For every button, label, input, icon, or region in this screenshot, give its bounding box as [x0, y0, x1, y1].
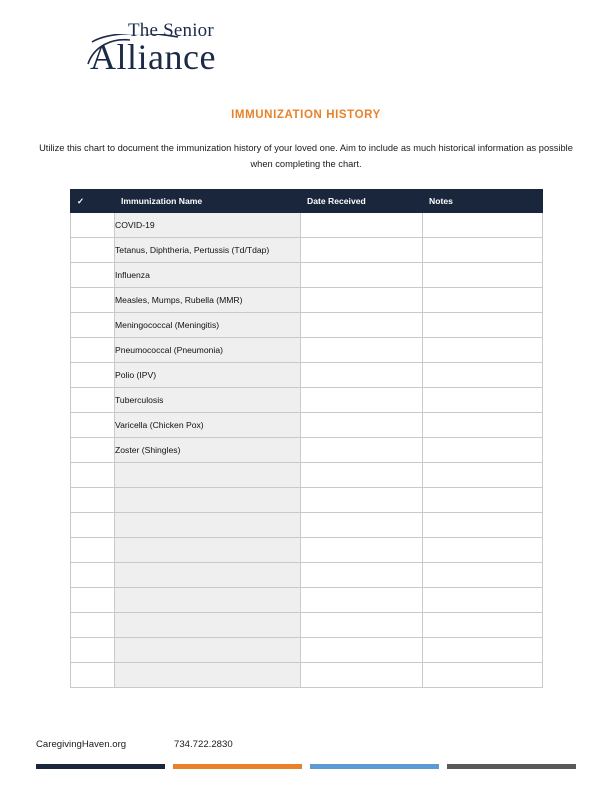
- column-header-date: Date Received: [301, 190, 423, 213]
- row-checkbox-cell[interactable]: [71, 413, 115, 438]
- table-row: [71, 513, 543, 538]
- row-immunization-name: Measles, Mumps, Rubella (MMR): [115, 288, 301, 313]
- row-immunization-name: Varicella (Chicken Pox): [115, 413, 301, 438]
- row-date-received-cell[interactable]: [301, 488, 423, 513]
- row-date-received-cell[interactable]: [301, 513, 423, 538]
- table-row: [71, 638, 543, 663]
- row-immunization-name: [115, 613, 301, 638]
- table-row: [71, 263, 543, 288]
- row-date-received-cell[interactable]: [301, 613, 423, 638]
- table-row: [71, 663, 543, 688]
- row-date-received-cell[interactable]: [301, 263, 423, 288]
- column-header-name: Immunization Name: [115, 190, 301, 213]
- row-checkbox-cell[interactable]: [71, 563, 115, 588]
- row-checkbox-cell[interactable]: [71, 513, 115, 538]
- row-immunization-name: [115, 488, 301, 513]
- row-date-received-cell[interactable]: [301, 388, 423, 413]
- row-notes-cell[interactable]: [423, 438, 543, 463]
- row-checkbox-cell[interactable]: [71, 363, 115, 388]
- table-row: [71, 488, 543, 513]
- row-notes-cell[interactable]: [423, 338, 543, 363]
- row-date-received-cell[interactable]: [301, 563, 423, 588]
- row-immunization-name: Influenza: [115, 263, 301, 288]
- row-immunization-name: [115, 513, 301, 538]
- row-notes-cell[interactable]: [423, 513, 543, 538]
- row-checkbox-cell[interactable]: [71, 588, 115, 613]
- logo-text-top: The Senior: [128, 20, 214, 41]
- table-header: [71, 190, 543, 213]
- row-notes-cell[interactable]: [423, 213, 543, 238]
- row-checkbox-cell[interactable]: [71, 438, 115, 463]
- row-immunization-name: [115, 663, 301, 688]
- table-row: [71, 613, 543, 638]
- logo: [46, 20, 286, 82]
- table-row: [71, 238, 543, 263]
- row-date-received-cell[interactable]: [301, 538, 423, 563]
- row-notes-cell[interactable]: [423, 238, 543, 263]
- row-checkbox-cell[interactable]: [71, 638, 115, 663]
- row-date-received-cell[interactable]: [301, 638, 423, 663]
- row-immunization-name: Polio (IPV): [115, 363, 301, 388]
- row-checkbox-cell[interactable]: [71, 338, 115, 363]
- table-row: [71, 463, 543, 488]
- row-notes-cell[interactable]: [423, 363, 543, 388]
- footer-color-bars: [36, 764, 576, 769]
- table-row: [71, 363, 543, 388]
- row-notes-cell[interactable]: [423, 488, 543, 513]
- row-immunization-name: [115, 563, 301, 588]
- row-checkbox-cell[interactable]: [71, 263, 115, 288]
- row-date-received-cell[interactable]: [301, 313, 423, 338]
- column-header-check: ✓: [71, 190, 115, 213]
- row-immunization-name: Zoster (Shingles): [115, 438, 301, 463]
- table-row: [71, 588, 543, 613]
- table-row: [71, 438, 543, 463]
- row-immunization-name: [115, 588, 301, 613]
- row-date-received-cell[interactable]: [301, 213, 423, 238]
- row-date-received-cell[interactable]: [301, 588, 423, 613]
- row-notes-cell[interactable]: [423, 463, 543, 488]
- row-checkbox-cell[interactable]: [71, 488, 115, 513]
- row-date-received-cell[interactable]: [301, 413, 423, 438]
- row-immunization-name: [115, 538, 301, 563]
- row-checkbox-cell[interactable]: [71, 463, 115, 488]
- row-immunization-name: Tuberculosis: [115, 388, 301, 413]
- row-immunization-name: Tetanus, Diphtheria, Pertussis (Td/Tdap): [115, 238, 301, 263]
- row-checkbox-cell[interactable]: [71, 663, 115, 688]
- row-checkbox-cell[interactable]: [71, 213, 115, 238]
- row-immunization-name: [115, 638, 301, 663]
- column-header-notes: Notes: [423, 190, 543, 213]
- row-notes-cell[interactable]: [423, 413, 543, 438]
- row-date-received-cell[interactable]: [301, 663, 423, 688]
- row-date-received-cell[interactable]: [301, 238, 423, 263]
- row-notes-cell[interactable]: [423, 538, 543, 563]
- row-notes-cell[interactable]: [423, 563, 543, 588]
- footer-bar-3: [310, 764, 439, 769]
- footer-website[interactable]: CaregivingHaven.org: [36, 739, 127, 750]
- row-notes-cell[interactable]: [423, 638, 543, 663]
- table-row: [71, 313, 543, 338]
- table-row: [71, 288, 543, 313]
- table-row: [71, 213, 543, 238]
- table-body: [71, 213, 543, 688]
- row-checkbox-cell[interactable]: [71, 288, 115, 313]
- row-notes-cell[interactable]: [423, 313, 543, 338]
- immunization-table: [70, 189, 543, 688]
- footer-bar-2: [173, 764, 302, 769]
- row-notes-cell[interactable]: [423, 613, 543, 638]
- row-immunization-name: Meningococcal (Meningitis): [115, 313, 301, 338]
- footer-bar-1: [36, 764, 165, 769]
- row-date-received-cell[interactable]: [301, 363, 423, 388]
- immunization-table-wrapper: [70, 189, 542, 688]
- row-checkbox-cell[interactable]: [71, 313, 115, 338]
- row-date-received-cell[interactable]: [301, 288, 423, 313]
- page-title: IMMUNIZATION HISTORY: [231, 109, 381, 121]
- table-row: [71, 563, 543, 588]
- row-date-received-cell[interactable]: [301, 438, 423, 463]
- footer-bar-4: [447, 764, 576, 769]
- table-header-row: [71, 190, 543, 213]
- row-immunization-name: [115, 463, 301, 488]
- row-checkbox-cell[interactable]: [71, 538, 115, 563]
- table-row: [71, 413, 543, 438]
- row-checkbox-cell[interactable]: [71, 613, 115, 638]
- row-notes-cell[interactable]: [423, 288, 543, 313]
- intro-paragraph: Utilize this chart to document the immunization history of your loved one. Aim to include as much historical information as possible when completing the chart.: [39, 143, 573, 169]
- row-notes-cell[interactable]: [423, 663, 543, 688]
- row-checkbox-cell[interactable]: [71, 388, 115, 413]
- row-immunization-name: Pneumococcal (Pneumonia): [115, 338, 301, 363]
- row-notes-cell[interactable]: [423, 388, 543, 413]
- row-notes-cell[interactable]: [423, 263, 543, 288]
- table-row: [71, 538, 543, 563]
- row-date-received-cell[interactable]: [301, 463, 423, 488]
- table-row: [71, 338, 543, 363]
- logo-text-bottom: Alliance: [90, 37, 216, 77]
- row-checkbox-cell[interactable]: [71, 238, 115, 263]
- row-date-received-cell[interactable]: [301, 338, 423, 363]
- footer-phone: 734.722.2830: [174, 739, 233, 750]
- row-immunization-name: COVID-19: [115, 213, 301, 238]
- row-notes-cell[interactable]: [423, 588, 543, 613]
- table-row: [71, 388, 543, 413]
